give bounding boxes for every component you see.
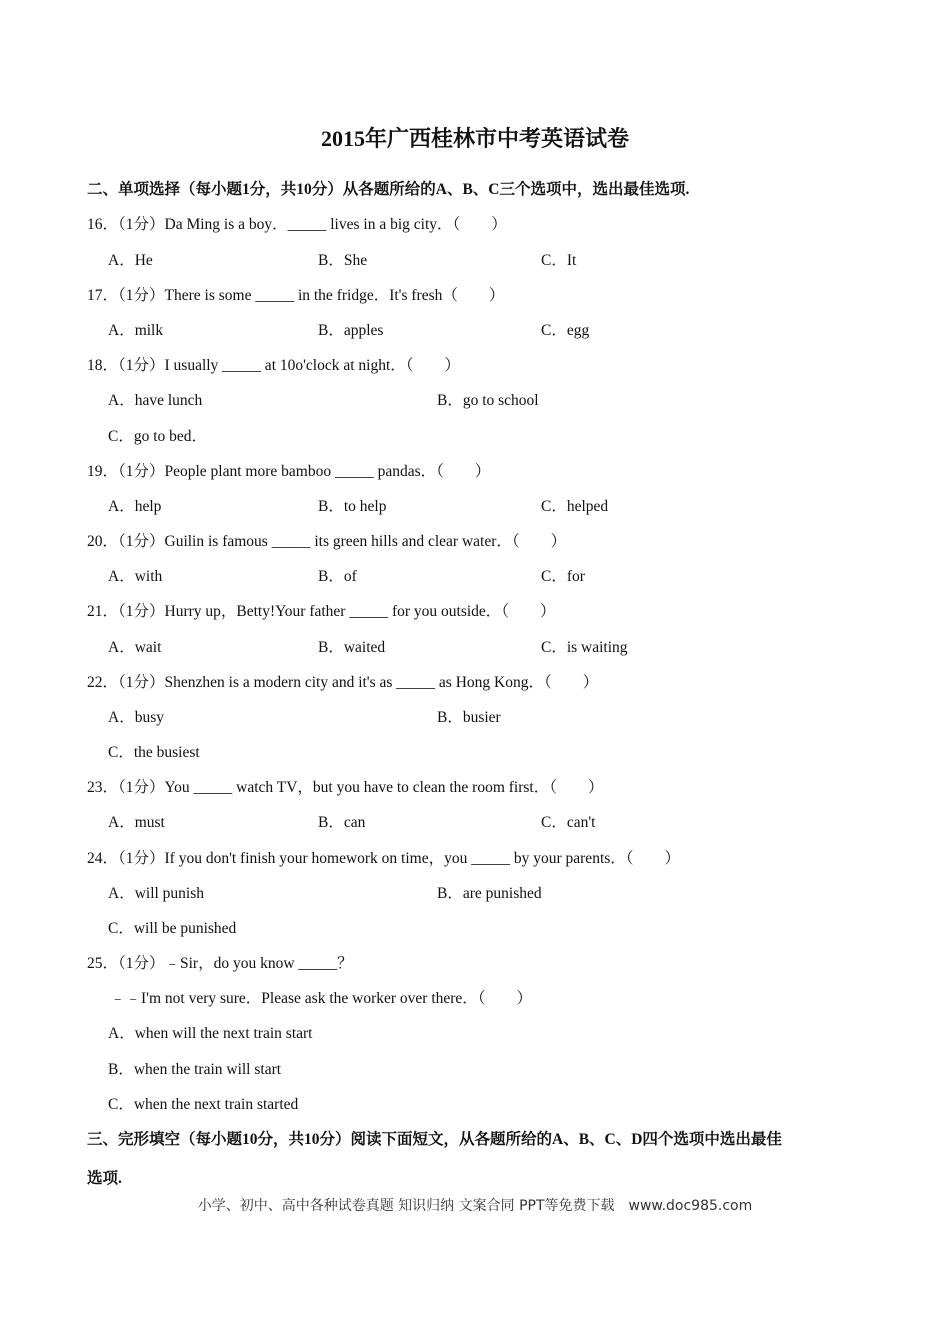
question-25: 25．（1分）﹣Sir，do you know _____？ xyxy=(87,955,353,972)
option-20-b: B．of xyxy=(318,568,357,585)
option-18-a: A．have lunch xyxy=(108,392,203,409)
section-heading-cloze-continued: 选项. xyxy=(87,1170,122,1187)
option-25-a: A．when will the next train start xyxy=(108,1025,313,1042)
option-17-c: C．egg xyxy=(541,322,590,339)
option-19-a: A．help xyxy=(108,498,162,515)
option-18-b: B．go to school xyxy=(437,392,539,409)
option-24-b: B．are punished xyxy=(437,885,542,902)
question-20: 20．（1分）Guilin is famous _____ its green hills and clear water．（ ） xyxy=(87,533,567,550)
page-title: 2015年广西桂林市中考英语试卷 xyxy=(320,126,629,151)
option-17-a: A．milk xyxy=(108,322,164,339)
option-19-c: C．helped xyxy=(541,498,609,515)
option-25-b: B．when the train will start xyxy=(108,1061,282,1078)
option-18-c: C．go to bed． xyxy=(108,428,208,445)
option-16-a: A．He xyxy=(108,252,153,269)
question-23: 23．（1分）You _____ watch TV，but you have to clean the room first．（ ） xyxy=(87,779,604,796)
question-17: 17．（1分）There is some _____ in the fridge．It's fresh（ ） xyxy=(87,287,505,304)
question-22: 22．（1分）Shenzhen is a modern city and it's as _____ as Hong Kong．（ ） xyxy=(87,674,599,691)
option-24-a: A．will punish xyxy=(108,885,205,902)
option-22-c: C．the busiest xyxy=(108,744,200,761)
option-20-a: A．with xyxy=(108,568,163,585)
section-heading-single-choice: 二、单项选择（每小题1分，共10分）从各题所给的A、B、C三个选项中，选出最佳选项. xyxy=(87,181,690,198)
option-20-c: C．for xyxy=(541,568,585,585)
option-22-b: B．busier xyxy=(437,709,501,726)
option-21-a: A．wait xyxy=(108,639,162,656)
option-23-c: C．can't xyxy=(541,814,596,831)
option-21-c: C．is waiting xyxy=(541,639,628,656)
option-23-a: A．must xyxy=(108,814,165,831)
question-21: 21．（1分）Hurry up，Betty!Your father _____ for you outside．（ ） xyxy=(87,603,556,620)
option-22-a: A．busy xyxy=(108,709,164,726)
option-17-b: B．apples xyxy=(318,322,384,339)
option-16-b: B．She xyxy=(318,252,368,269)
section-heading-cloze: 三、完形填空（每小题10分，共10分）阅读下面短文，从各题所给的A、B、C、D四个选项中选出最佳 xyxy=(87,1131,782,1148)
question-18: 18．（1分）I usually _____ at 10o'clock at night．（ ） xyxy=(87,357,461,374)
question-16: 16．（1分）Da Ming is a boy．_____ lives in a big city．（ ） xyxy=(87,216,507,233)
question-25-continued: ﹣﹣I'm not very sure．Please ask the worker over there．（ ） xyxy=(110,990,533,1007)
question-19: 19．（1分）People plant more bamboo _____ pandas．（ ） xyxy=(87,463,491,480)
option-19-b: B．to help xyxy=(318,498,387,515)
option-21-b: B．waited xyxy=(318,639,386,656)
option-25-c: C．when the next train started xyxy=(108,1096,299,1113)
option-24-c: C．will be punished xyxy=(108,920,237,937)
footer-watermark: 小学、初中、高中各种试卷真题 知识归纳 文案合同 PPT等免费下载 www.doc985.com xyxy=(197,1198,753,1214)
question-24: 24．（1分）If you don't finish your homework on time，you _____ by your parents．（ ） xyxy=(87,850,681,867)
option-23-b: B．can xyxy=(318,814,366,831)
option-16-c: C．It xyxy=(541,252,577,269)
